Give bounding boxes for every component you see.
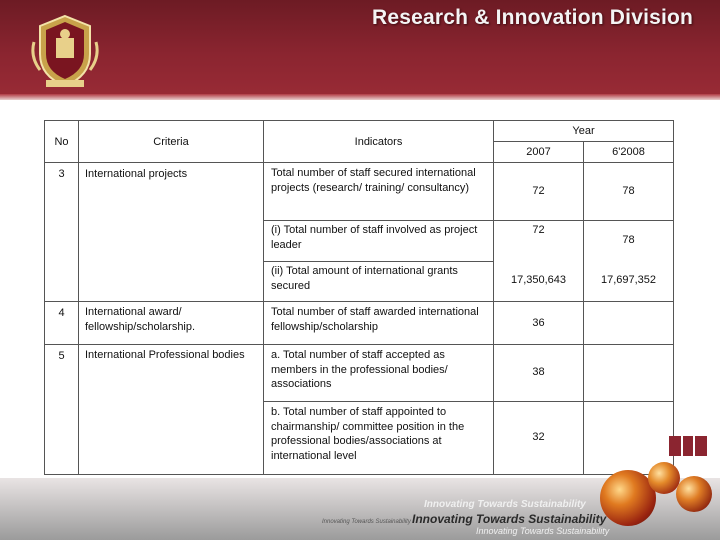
footer-tagline-main: Innovating Towards Sustainability: [412, 512, 607, 526]
header-banner: [0, 0, 720, 100]
header-criteria: Criteria: [153, 136, 189, 148]
row4-value-2007: 36: [532, 317, 545, 329]
row3-indicator-1: Total number of staff secured international projects (research/ training/ consultancy): [271, 167, 476, 194]
header-indicators: Indicators: [354, 136, 403, 148]
page-title: Research & Innovation Division: [372, 6, 694, 29]
row4-indicator-1: Total number of staff awarded international fellowship/scholarship: [271, 306, 479, 333]
row4-no: 4: [58, 307, 65, 319]
header-2007: 2007: [526, 146, 551, 158]
row3-indicator-3: (ii) Total amount of international grants secured: [271, 265, 458, 292]
row4-criteria: International award/ fellowship/scholarship.: [85, 306, 196, 333]
row5-no-cell: [44, 344, 79, 475]
university-crest-icon: [30, 12, 100, 90]
row5-v2008-a-cell: [583, 344, 674, 402]
globe-small-icon: [648, 462, 680, 494]
footer-tagline-small: Innovating Towards Sustainability: [322, 519, 411, 525]
usm-logo-icon: [665, 432, 710, 462]
row3-value-2007-3: 17,350,643: [510, 274, 567, 286]
row4-v2008-cell: [583, 301, 674, 345]
row3-no: 3: [58, 168, 65, 180]
row3-value-2007-2: 72: [532, 224, 545, 236]
row3-value-2008-3: 17,697,352: [600, 274, 657, 286]
row5-indicator-b: b. Total number of staff appointed to chairmanship/ committee position in the professional bodies/associations at international level: [271, 406, 465, 462]
row5-indicator-a: a. Total number of staff accepted as members in the professional bodies/ associations: [271, 349, 448, 390]
row5-value-2007-a: 38: [532, 366, 545, 378]
indicators-table: [44, 120, 674, 475]
row5-no: 5: [58, 350, 65, 362]
header-2008: 6'2008: [612, 146, 645, 158]
header-year: Year: [572, 125, 595, 137]
row5-value-2007-b: 32: [532, 431, 545, 443]
row3-indicator-2: (i) Total number of staff involved as project leader: [271, 224, 478, 251]
header-no: No: [54, 136, 69, 148]
row5-criteria: International Professional bodies: [85, 349, 245, 361]
globe-right-icon: [676, 476, 712, 512]
row3-value-2008-2: 78: [622, 234, 635, 246]
row5-criteria-cell: [78, 344, 264, 475]
row3-value-2007-1: 72: [532, 185, 545, 197]
footer-tagline-top: Innovating Towards Sustainability: [424, 499, 586, 510]
row3-no-cell: [44, 162, 79, 302]
row3-criteria: International projects: [85, 168, 188, 180]
row3-criteria-cell: [78, 162, 264, 302]
row3-value-2008-1: 78: [622, 185, 635, 197]
footer-tagline-bottom: Innovating Towards Sustainability: [476, 526, 610, 536]
